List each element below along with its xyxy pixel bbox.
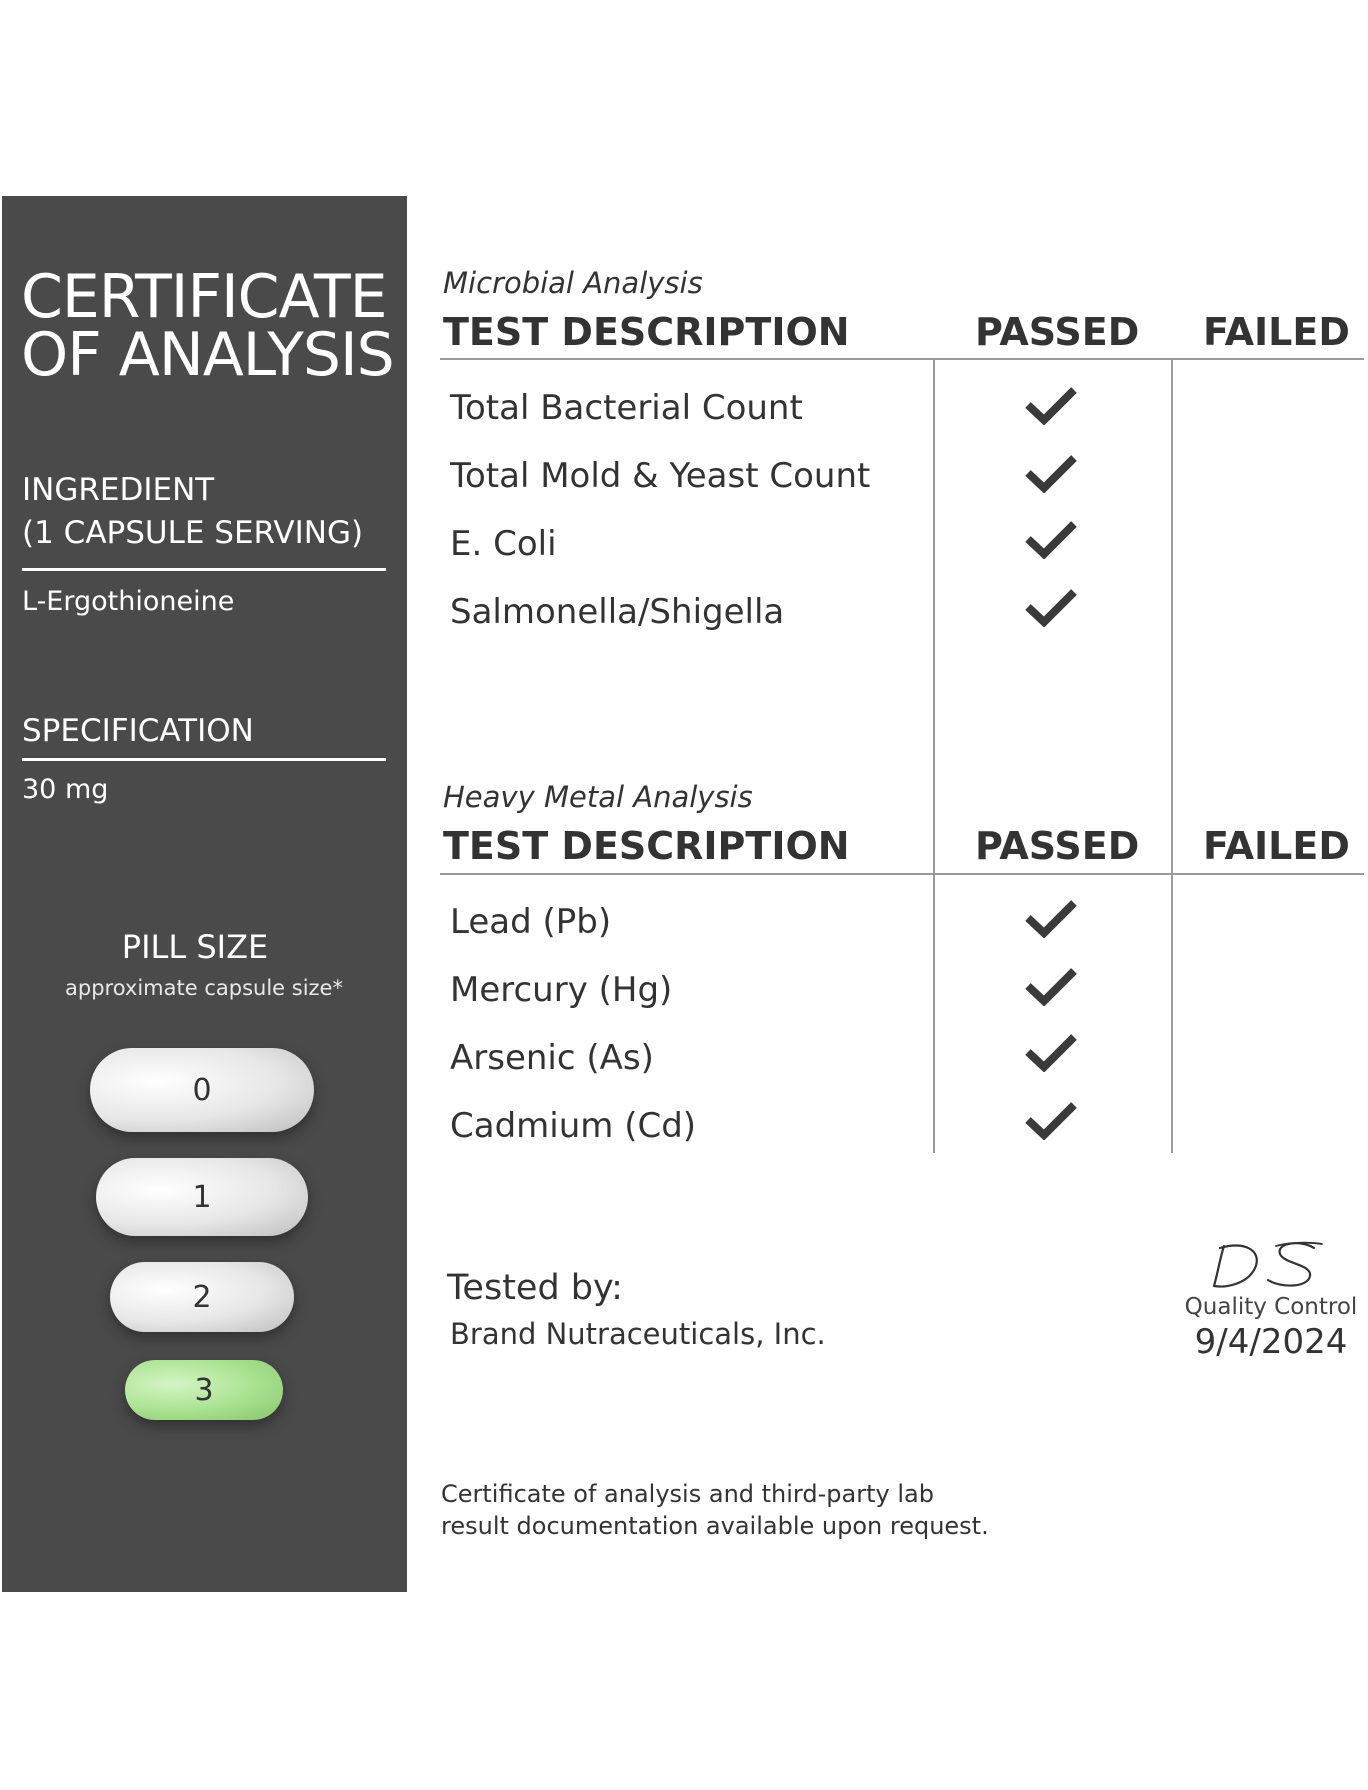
quality-control-date: 9/4/2024 [1194,1322,1348,1362]
capsule-label: 3 [194,1372,214,1408]
capsule-label: 0 [192,1072,212,1108]
microbial-header-test: TEST DESCRIPTION [443,310,850,354]
check-icon [1024,898,1078,938]
heavy-metal-section-label: Heavy Metal Analysis [443,780,753,814]
check-icon [1024,966,1078,1006]
signature-image [1210,1238,1326,1292]
heavy-metal-header-passed: PASSED [975,824,1140,868]
capsule-size-0 [90,1048,314,1132]
microbial-row-total-mold-yeast-count: Total Mold & Yeast Count [450,456,871,496]
specification-heading: SPECIFICATION [22,713,254,749]
capsule-label: 1 [192,1179,212,1215]
heavy-metal-header-divider [440,873,1364,875]
footnote-text: Certificate of analysis and third-party lab result documentation available upon request. [441,1480,989,1540]
heavy-metal-row-mercury: Mercury (Hg) [450,970,673,1010]
capsule-label: 2 [192,1279,212,1315]
microbial-header-divider [440,358,1364,360]
check-icon [1024,587,1078,627]
heavy-metal-row-cadmium: Cadmium (Cd) [450,1106,697,1146]
heavy-metal-row-lead: Lead (Pb) [450,902,612,942]
capsule-size-3-highlighted [125,1360,283,1420]
specification-value: 30 mg [22,774,109,805]
ingredient-value: L-Ergothioneine [22,586,235,617]
microbial-header-passed: PASSED [975,310,1140,354]
pill-size-subtitle: approximate capsule size* [65,976,343,1000]
check-icon [1024,453,1078,493]
heavy-metal-row-arsenic: Arsenic (As) [450,1038,654,1078]
capsule-size-1 [96,1158,308,1236]
microbial-row-total-bacterial-count: Total Bacterial Count [450,388,803,428]
microbial-section-label: Microbial Analysis [443,266,703,300]
check-icon [1024,385,1078,425]
specification-divider [22,758,386,761]
check-icon [1024,519,1078,559]
certificate-title: CERTIFICATE OF ANALYSIS [21,262,394,390]
passed-column-divider [933,359,935,1153]
tested-by-label: Tested by: [447,1268,623,1308]
check-icon [1024,1032,1078,1072]
heavy-metal-header-test: TEST DESCRIPTION [443,824,850,868]
quality-control-label: Quality Control [1184,1294,1358,1320]
microbial-row-e-coli: E. Coli [450,524,557,564]
ingredient-divider [22,568,386,571]
microbial-header-failed: FAILED [1203,310,1350,354]
sidebar-panel [2,196,407,1592]
tested-by-company: Brand Nutraceuticals, Inc. [450,1317,826,1351]
pill-size-title: PILL SIZE [121,928,269,966]
microbial-row-salmonella-shigella: Salmonella/Shigella [450,592,785,632]
check-icon [1024,1100,1078,1140]
ingredient-heading: INGREDIENT (1 CAPSULE SERVING) [22,472,364,551]
heavy-metal-header-failed: FAILED [1203,824,1350,868]
failed-column-divider [1171,359,1173,1153]
capsule-size-2 [110,1262,294,1332]
